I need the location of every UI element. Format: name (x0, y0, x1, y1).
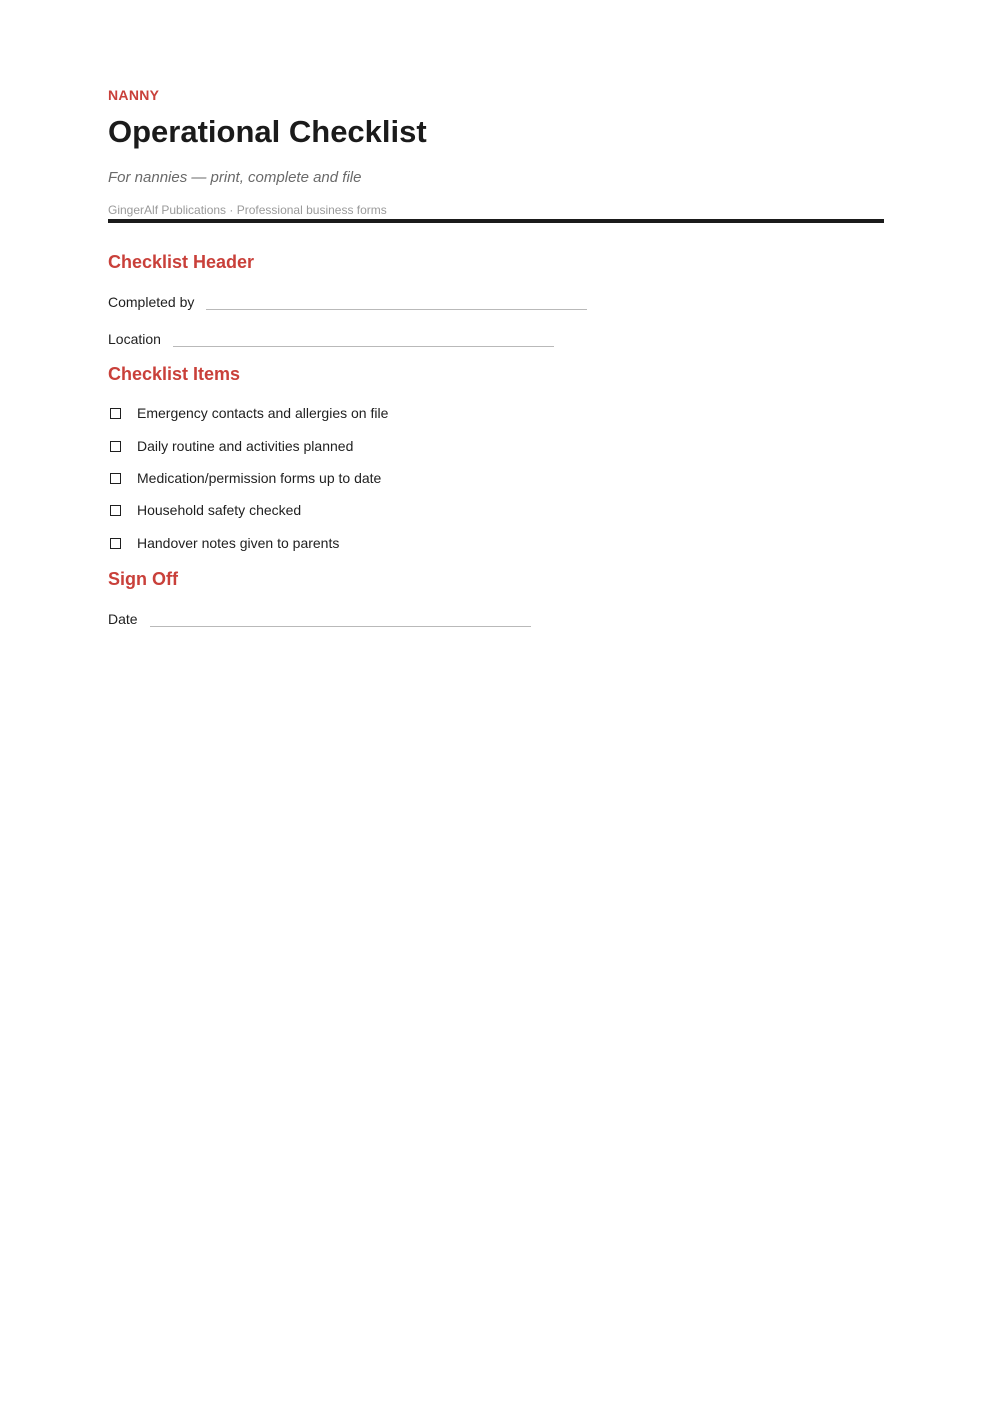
checkbox[interactable] (110, 505, 121, 516)
checkbox[interactable] (110, 473, 121, 484)
checklist-page (108, 0, 884, 1404)
checklist-item-label: Handover notes given to parents (137, 535, 340, 551)
checklist-item[interactable] (108, 468, 381, 488)
section-heading-sign-off: Sign Off (108, 569, 178, 589)
checkbox[interactable] (110, 441, 121, 452)
section-heading-checklist-items: Checklist Items (108, 364, 241, 384)
completed-by-field[interactable] (108, 289, 587, 311)
checklist-item[interactable] (108, 500, 301, 520)
checklist-item-label: Medication/permission forms up to date (137, 470, 382, 486)
category-label: NANNY (108, 87, 160, 103)
checklist-item[interactable] (108, 436, 353, 456)
location-label: Location (108, 331, 161, 347)
publisher-line: GingerAlf Publications · Professional business forms (108, 203, 387, 217)
checklist-item[interactable] (108, 533, 339, 553)
checklist-item-label: Daily routine and activities planned (137, 438, 354, 454)
title-divider (108, 219, 884, 223)
checklist-item-label: Emergency contacts and allergies on file (137, 405, 389, 421)
location-field[interactable] (108, 326, 554, 348)
completed-by-input-line[interactable] (206, 309, 587, 310)
date-input-line[interactable] (150, 626, 531, 627)
location-input-line[interactable] (173, 346, 554, 347)
completed-by-label: Completed by (108, 294, 195, 310)
checkbox[interactable] (110, 408, 121, 419)
checklist-item[interactable] (108, 403, 388, 423)
checkbox[interactable] (110, 538, 121, 549)
page-title: Operational Checklist (108, 114, 427, 149)
date-label: Date (108, 611, 138, 627)
page-subtitle: For nannies — print, complete and file (108, 169, 362, 186)
section-heading-checklist-header: Checklist Header (108, 252, 255, 272)
date-field[interactable] (108, 606, 531, 628)
checklist-item-label: Household safety checked (137, 502, 302, 518)
